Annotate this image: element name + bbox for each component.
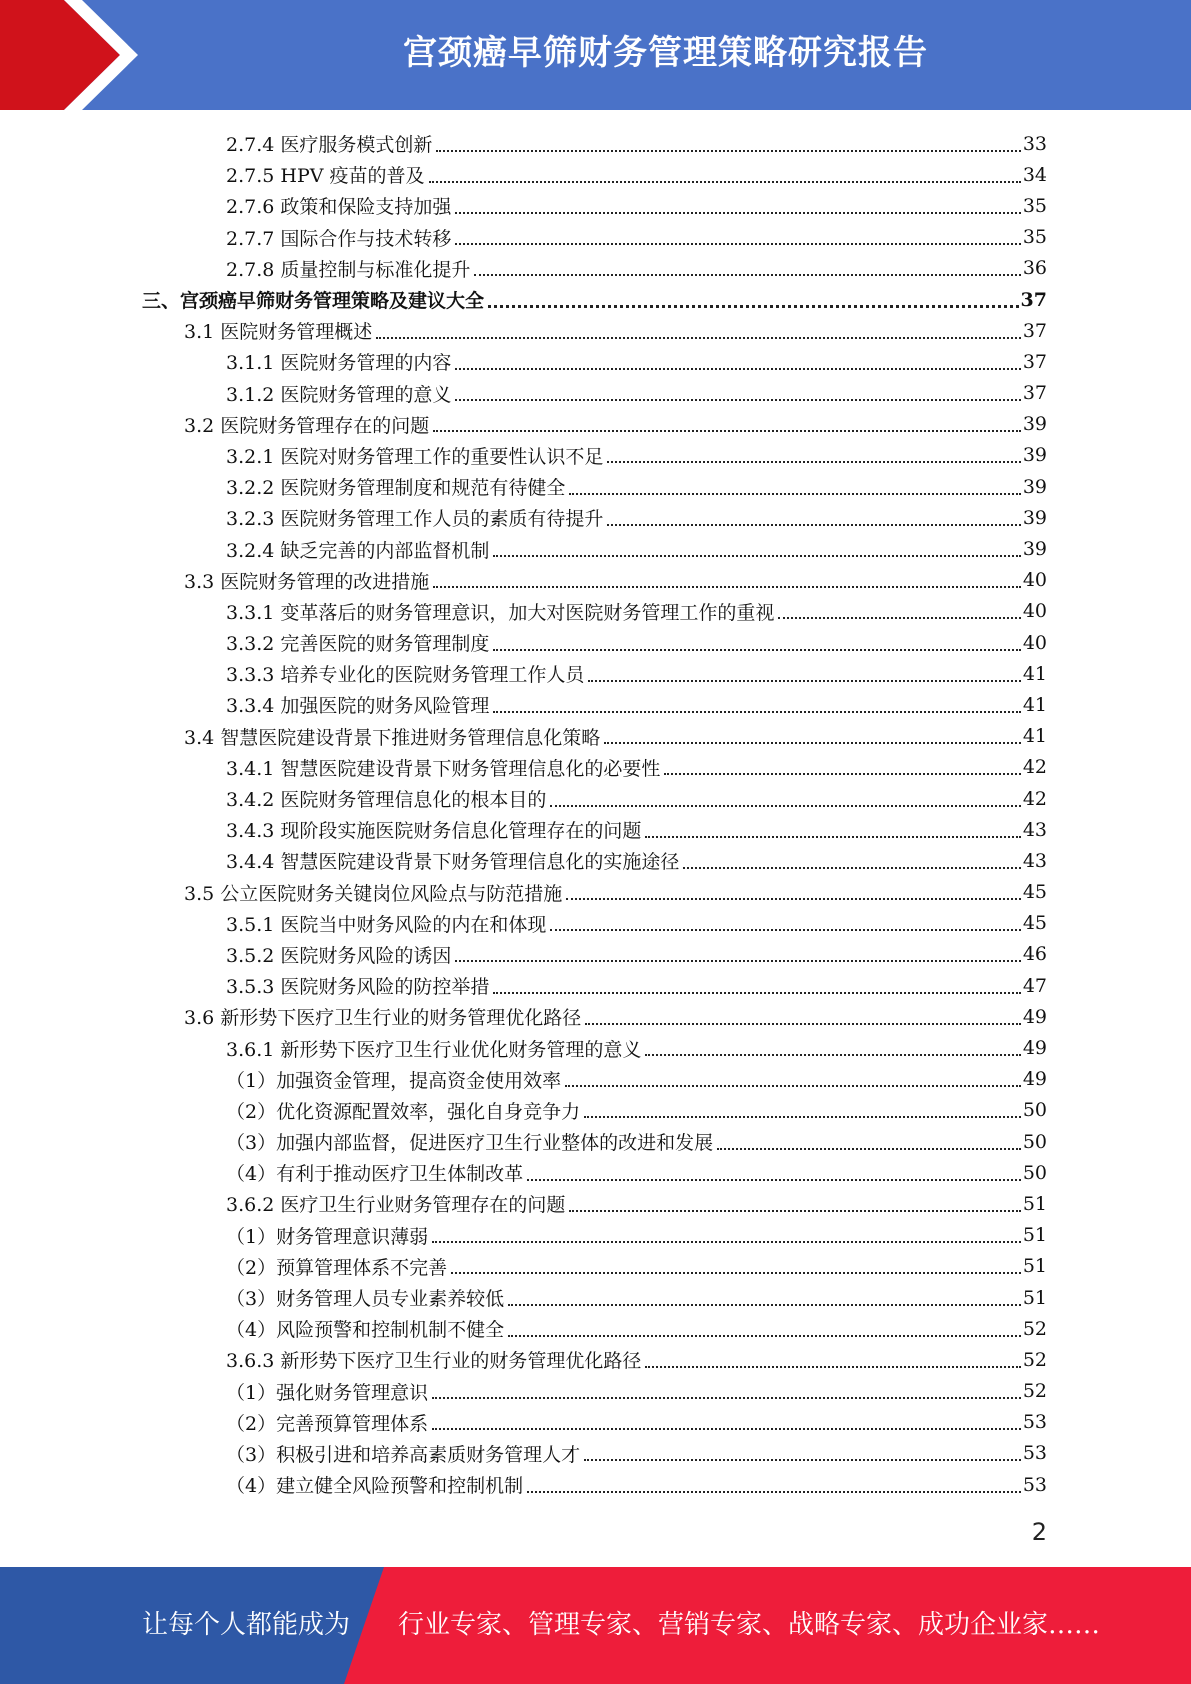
toc-dot-leader [607, 524, 1020, 526]
toc-entry[interactable] [0, 596, 1191, 627]
toc-entry-label: 2.7.7 国际合作与技术转移 [226, 227, 452, 250]
toc-entry[interactable] [0, 471, 1191, 502]
table-of-contents [0, 128, 1191, 1500]
toc-entry[interactable] [0, 1064, 1191, 1095]
toc-entry-label: 3.5 公立医院财务关键岗位风险点与防范措施 [184, 882, 563, 905]
toc-entry-label: 3.3 医院财务管理的改进措施 [184, 570, 430, 593]
toc-dot-leader [455, 212, 1020, 214]
toc-dot-leader [474, 274, 1020, 276]
toc-dot-leader [376, 337, 1021, 339]
toc-entry-page: 53 [1022, 1411, 1047, 1434]
toc-entry-label: 3.4.3 现阶段实施医院财务信息化管理存在的问题 [226, 820, 642, 843]
toc-entry-page: 40 [1022, 631, 1047, 654]
toc-entry-label: 3.2 医院财务管理存在的问题 [184, 414, 430, 437]
toc-entry-page: 34 [1022, 163, 1047, 186]
toc-entry[interactable] [0, 1157, 1191, 1188]
toc-entry-page: 47 [1022, 974, 1047, 997]
toc-dot-leader [550, 929, 1020, 931]
toc-entry-label: （2）优化资源配置效率，强化自身竞争力 [226, 1100, 581, 1123]
toc-entry[interactable] [0, 1282, 1191, 1313]
toc-entry-page: 39 [1022, 538, 1047, 561]
toc-entry-page: 49 [1022, 1037, 1047, 1060]
toc-entry-label: 3.4.1 智慧医院建设背景下财务管理信息化的必要性 [226, 757, 661, 780]
toc-entry-page: 41 [1022, 693, 1047, 716]
toc-dot-leader [508, 1335, 1021, 1337]
toc-dot-leader [493, 649, 1020, 651]
toc-entry-page: 52 [1022, 1317, 1047, 1340]
toc-entry-page: 37 [1022, 382, 1047, 405]
toc-dot-leader [565, 1085, 1021, 1087]
toc-dot-leader [645, 1054, 1020, 1056]
toc-dot-leader [585, 1023, 1021, 1025]
toc-dot-leader [604, 742, 1021, 744]
toc-entry[interactable] [0, 1251, 1191, 1282]
toc-entry[interactable] [0, 1407, 1191, 1438]
toc-entry-label: 3.6.1 新形势下医疗卫生行业优化财务管理的意义 [226, 1038, 642, 1061]
toc-entry[interactable] [0, 1469, 1191, 1500]
toc-entry-page: 45 [1022, 881, 1047, 904]
document-title: 宫颈癌早筛财务管理策略研究报告 [403, 33, 928, 73]
toc-entry[interactable] [0, 689, 1191, 720]
toc-dot-leader [584, 1116, 1021, 1118]
toc-entry-label: （4）有利于推动医疗卫生体制改革 [226, 1163, 524, 1186]
toc-entry-label: 2.7.4 医疗服务模式创新 [226, 134, 433, 157]
toc-dot-leader [550, 805, 1020, 807]
toc-dot-leader [436, 150, 1020, 152]
toc-dot-leader [432, 1428, 1021, 1430]
toc-entry[interactable] [0, 1095, 1191, 1126]
toc-entry[interactable] [0, 1438, 1191, 1469]
toc-entry-label: 3.5.1 医院当中财务风险的内在和体现 [226, 913, 547, 936]
toc-entry-label: 2.7.6 政策和保险支持加强 [226, 196, 452, 219]
toc-entry-label: 2.7.8 质量控制与标准化提升 [226, 258, 471, 281]
toc-entry[interactable] [0, 1001, 1191, 1032]
toc-entry[interactable] [0, 1220, 1191, 1251]
toc-entry-label: （3）积极引进和培养高素质财务管理人才 [226, 1443, 581, 1466]
toc-entry-page: 39 [1022, 444, 1047, 467]
toc-dot-leader [455, 960, 1020, 962]
toc-entry-page: 50 [1022, 1161, 1047, 1184]
toc-entry-page: 36 [1022, 257, 1047, 280]
footer-slogan-left: 让每个人都能成为 [142, 1610, 351, 1640]
toc-entry-label: （3）财务管理人员专业素养较低 [226, 1288, 505, 1311]
chevron-arrow-icon [0, 0, 160, 110]
toc-entry-page: 52 [1022, 1380, 1047, 1403]
toc-entry-label: （1）加强资金管理，提高资金使用效率 [226, 1069, 562, 1092]
toc-entry-label: 3.5.3 医院财务风险的防控举措 [226, 976, 490, 999]
toc-entry[interactable] [0, 1126, 1191, 1157]
toc-dot-leader [451, 1272, 1021, 1274]
toc-entry-label: 3.3.3 培养专业化的医院财务管理工作人员 [226, 664, 585, 687]
toc-entry-page: 42 [1022, 756, 1047, 779]
toc-entry[interactable] [0, 814, 1191, 845]
toc-entry-label: 3.2.1 医院对财务管理工作的重要性认识不足 [226, 445, 604, 468]
toc-dot-leader [429, 181, 1021, 183]
toc-entry-label: （2）预算管理体系不完善 [226, 1256, 448, 1279]
toc-dot-leader [664, 773, 1020, 775]
toc-dot-leader [569, 1210, 1020, 1212]
toc-entry-page: 43 [1022, 818, 1047, 841]
toc-entry[interactable] [0, 939, 1191, 970]
toc-dot-leader [566, 898, 1021, 900]
toc-dot-leader [488, 305, 1019, 308]
toc-dot-leader [645, 836, 1020, 838]
toc-entry[interactable] [0, 222, 1191, 253]
toc-entry-page: 41 [1022, 662, 1047, 685]
toc-entry-label: （1）强化财务管理意识 [226, 1381, 429, 1404]
toc-dot-leader [607, 461, 1020, 463]
page-number: 2 [1031, 1518, 1047, 1546]
toc-entry[interactable] [0, 1188, 1191, 1219]
toc-entry[interactable] [0, 845, 1191, 876]
toc-entry-page: 51 [1022, 1192, 1047, 1215]
toc-dot-leader [433, 586, 1021, 588]
toc-entry-label: 3.5.2 医院财务风险的诱因 [226, 944, 452, 967]
toc-entry-label: 2.7.5 HPV 疫苗的普及 [226, 165, 425, 188]
toc-dot-leader [683, 867, 1020, 869]
toc-entry[interactable] [0, 1313, 1191, 1344]
toc-entry[interactable] [0, 721, 1191, 752]
toc-dot-leader [455, 368, 1020, 370]
toc-entry[interactable] [0, 908, 1191, 939]
toc-entry[interactable] [0, 409, 1191, 440]
toc-entry-label: 3.3.2 完善医院的财务管理制度 [226, 633, 490, 656]
toc-entry-page: 51 [1022, 1224, 1047, 1247]
toc-dot-leader [527, 1491, 1021, 1493]
toc-entry-page: 39 [1022, 506, 1047, 529]
toc-entry-page: 41 [1022, 725, 1047, 748]
toc-entry-page: 49 [1022, 1068, 1047, 1091]
toc-entry[interactable] [0, 627, 1191, 658]
toc-entry-page: 40 [1022, 569, 1047, 592]
toc-entry[interactable] [0, 346, 1191, 377]
toc-entry-label: 3.4.2 医院财务管理信息化的根本目的 [226, 789, 547, 812]
toc-entry-label: 3.1 医院财务管理概述 [184, 321, 373, 344]
toc-entry-label: 3.2.2 医院财务管理制度和规范有待健全 [226, 477, 566, 500]
toc-dot-leader [508, 1304, 1021, 1306]
toc-entry[interactable] [0, 440, 1191, 471]
toc-dot-leader [455, 399, 1020, 401]
toc-entry[interactable] [0, 533, 1191, 564]
toc-entry[interactable] [0, 783, 1191, 814]
toc-entry-label: （2）完善预算管理体系 [226, 1412, 429, 1435]
toc-entry-page: 49 [1022, 1005, 1047, 1028]
toc-entry-page: 37 [1022, 350, 1047, 373]
toc-entry-page: 53 [1022, 1473, 1047, 1496]
toc-entry[interactable] [0, 752, 1191, 783]
toc-entry-label: 3.2.3 医院财务管理工作人员的素质有待提升 [226, 508, 604, 531]
toc-entry[interactable] [0, 1344, 1191, 1375]
toc-entry-page: 42 [1022, 787, 1047, 810]
toc-entry-page: 52 [1022, 1348, 1047, 1371]
toc-entry-label: 3.6 新形势下医疗卫生行业的财务管理优化路径 [184, 1007, 582, 1030]
toc-entry-page: 50 [1022, 1099, 1047, 1122]
toc-entry-page: 46 [1022, 943, 1047, 966]
toc-dot-leader [717, 1148, 1021, 1150]
toc-entry-label: 3.3.1 变革落后的财务管理意识，加大对医院财务管理工作的重视 [226, 601, 775, 624]
toc-dot-leader [569, 493, 1020, 495]
toc-dot-leader [588, 680, 1020, 682]
toc-dot-leader [433, 430, 1021, 432]
toc-entry[interactable] [0, 253, 1191, 284]
header-banner [0, 0, 1191, 110]
toc-entry-page: 50 [1022, 1130, 1047, 1153]
toc-entry[interactable] [0, 284, 1191, 315]
toc-entry-label: 3.4.4 智慧医院建设背景下财务管理信息化的实施途径 [226, 851, 680, 874]
toc-entry-page: 53 [1022, 1442, 1047, 1465]
toc-dot-leader [493, 555, 1020, 557]
footer-banner [0, 1567, 1191, 1684]
toc-entry-label: 3.3.4 加强医院的财务风险管理 [226, 695, 490, 718]
toc-entry-label: 3.1.1 医院财务管理的内容 [226, 352, 452, 375]
footer-slogan-right: 行业专家、管理专家、营销专家、战略专家、成功企业家…… [398, 1610, 1101, 1640]
toc-entry[interactable] [0, 565, 1191, 596]
toc-entry[interactable] [0, 128, 1191, 159]
toc-entry-label: （3）加强内部监督，促进医疗卫生行业整体的改进和发展 [226, 1132, 714, 1155]
toc-entry-label: 3.1.2 医院财务管理的意义 [226, 383, 452, 406]
toc-entry-page: 39 [1022, 413, 1047, 436]
toc-entry[interactable] [0, 159, 1191, 190]
toc-entry-label: 3.4 智慧医院建设背景下推进财务管理信息化策略 [184, 726, 601, 749]
toc-dot-leader [455, 243, 1020, 245]
toc-entry-page: 43 [1022, 849, 1047, 872]
toc-entry-page: 45 [1022, 912, 1047, 935]
toc-entry[interactable] [0, 1376, 1191, 1407]
toc-dot-leader [493, 992, 1020, 994]
toc-entry-page: 39 [1022, 475, 1047, 498]
toc-dot-leader [778, 617, 1020, 619]
toc-entry-label: （4）风险预警和控制机制不健全 [226, 1319, 505, 1342]
toc-dot-leader [584, 1459, 1021, 1461]
toc-dot-leader [493, 711, 1020, 713]
toc-entry-label: 三、宫颈癌早筛财务管理策略及建议大全 [142, 290, 485, 313]
toc-entry-page: 51 [1022, 1255, 1047, 1278]
toc-entry[interactable] [0, 502, 1191, 533]
toc-entry-label: （1）财务管理意识薄弱 [226, 1225, 429, 1248]
toc-entry-page: 35 [1022, 194, 1047, 217]
toc-entry-page: 33 [1022, 132, 1047, 155]
toc-entry-page: 51 [1022, 1286, 1047, 1309]
toc-entry-page: 35 [1022, 226, 1047, 249]
toc-dot-leader [527, 1179, 1021, 1181]
toc-entry-page: 37 [1020, 288, 1047, 311]
toc-entry[interactable] [0, 378, 1191, 409]
toc-entry[interactable] [0, 190, 1191, 221]
toc-dot-leader [432, 1241, 1021, 1243]
toc-entry-label: 3.2.4 缺乏完善的内部监督机制 [226, 539, 490, 562]
toc-entry-page: 37 [1022, 319, 1047, 342]
toc-entry-page: 40 [1022, 600, 1047, 623]
toc-dot-leader [645, 1366, 1020, 1368]
toc-entry[interactable] [0, 970, 1191, 1001]
toc-entry[interactable] [0, 877, 1191, 908]
toc-entry-label: （4）建立健全风险预警和控制机制 [226, 1475, 524, 1498]
toc-entry[interactable] [0, 1032, 1191, 1063]
toc-entry-label: 3.6.2 医疗卫生行业财务管理存在的问题 [226, 1194, 566, 1217]
toc-dot-leader [432, 1397, 1021, 1399]
toc-entry[interactable] [0, 658, 1191, 689]
toc-entry-label: 3.6.3 新形势下医疗卫生行业的财务管理优化路径 [226, 1350, 642, 1373]
toc-entry[interactable] [0, 315, 1191, 346]
